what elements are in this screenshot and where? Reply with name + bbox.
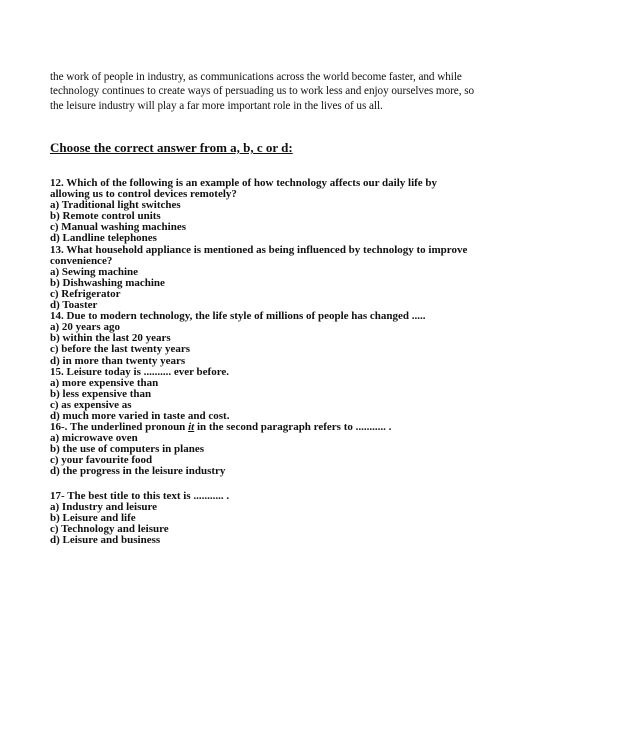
question-16 — [50, 422, 598, 477]
questions-list — [50, 178, 598, 546]
underlined-pronoun: it — [188, 421, 195, 434]
intro-line: the leisure industry will play a far more important role in the lives of us all. — [50, 99, 383, 112]
stem-line: 15. Leisure today is .......... ever before. — [50, 365, 230, 378]
intro-paragraph — [50, 70, 598, 113]
option-d: d) much more varied in taste and cost. — [50, 409, 230, 422]
option-c: c) your favourite food — [50, 454, 153, 467]
intro-line: technology continues to create ways of persuading us to work less and enjoy ourselves more, so — [50, 85, 475, 98]
question-stem — [50, 491, 598, 502]
option-a: a) more expensive than — [50, 376, 159, 389]
option-a: a) Industry and leisure — [50, 500, 158, 513]
instruction-heading: Choose the correct answer from a, b, c or d: — [50, 140, 293, 155]
stem-line: allowing us to control devices remotely? — [50, 188, 237, 201]
option-b: b) Leisure and life — [50, 511, 136, 524]
question-15 — [50, 367, 598, 422]
question-stem — [50, 245, 598, 267]
stem-line: 13. What household appliance is mentioned as being influenced by technology to improve — [50, 243, 468, 256]
question-17 — [50, 491, 598, 546]
option-c: c) Technology and leisure — [50, 522, 169, 535]
option-c: c) Manual washing machines — [50, 221, 186, 234]
option-c: c) as expensive as — [50, 398, 132, 411]
question-stem — [50, 311, 598, 322]
option-a: a) microwave oven — [50, 432, 138, 445]
question-13 — [50, 245, 598, 312]
option-b: b) Remote control units — [50, 210, 161, 223]
stem-text-before: 16-. The underlined pronoun — [50, 421, 189, 434]
question-14 — [50, 311, 598, 366]
question-12 — [50, 178, 598, 245]
option-d: d) the progress in the leisure industry — [50, 465, 226, 478]
stem-line: convenience? — [50, 254, 113, 267]
question-stem — [50, 178, 598, 200]
option-c: c) Refrigerator — [50, 287, 121, 300]
option-d: d) Toaster — [50, 299, 98, 312]
stem-line: 14. Due to modern technology, the life style of millions of people has changed ..... — [50, 310, 426, 323]
option-d: d) Landline telephones — [50, 232, 157, 245]
option-b: b) Dishwashing machine — [50, 276, 165, 289]
option-a: a) 20 years ago — [50, 321, 120, 334]
stem-line: 12. Which of the following is an example of how technology affects our daily life by — [50, 177, 438, 189]
option-a: a) Sewing machine — [50, 265, 138, 278]
option-d: d) in more than twenty years — [50, 354, 186, 367]
option-a: a) Traditional light switches — [50, 199, 181, 212]
option-c: c) before the last twenty years — [50, 343, 191, 356]
option-d: d) Leisure and business — [50, 533, 161, 546]
option-b: b) the use of computers in planes — [50, 443, 205, 456]
intro-line: the work of people in industry, as communications across the world become faster, and while — [50, 71, 462, 83]
option-b: b) within the last 20 years — [50, 332, 171, 345]
stem-text-after: in the second paragraph refers to ........... . — [194, 421, 392, 434]
stem-line: 17- The best title to this text is ........... . — [50, 489, 230, 502]
option-b: b) less expensive than — [50, 387, 152, 400]
